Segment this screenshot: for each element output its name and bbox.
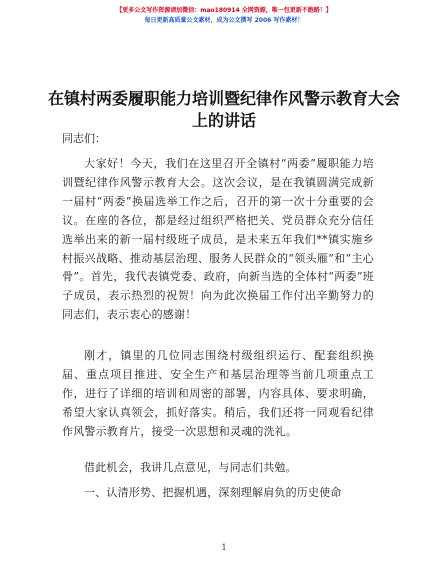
- header-banner: [0, 6, 448, 26]
- document-title: 在镇村两委履职能力培训暨纪律作风警示教育大会上的讲话: [48, 89, 401, 130]
- salutation: 同志们：: [62, 132, 106, 145]
- page-number: 1: [221, 543, 227, 552]
- body-paragraph-1: 大家好！今天，我们在这里召开全镇村“两委”履职能力培训暨纪律作风警示教育大会。这次会议，是在我镇圆满完成新一届村“两委”换届选举工作之后，召开的第一次十分重要的会议。在座的各位，都是经过组织严格把关、党员群众充分信任选举出来的新一届村级班子成员，是未来五年我们**镇实施乡村振兴战略、推动基层治理、服务人民群众的“领头雁”和“主心骨”。首先，我代表镇党委、政府，向新当选的全体村“两委”班子成员，表示热烈的祝贺！向为此次换届工作付出辛勤努力的同志们，表示衷心的感谢！: [62, 157, 374, 322]
- section-heading-1: 一、认清形势、把握机遇，深刻理解肩负的历史使命: [84, 486, 342, 499]
- banner-promo-line: 【更多公文写作资源请加微信：mao180914 全网资源，唯一包更新不跑路！】: [116, 7, 332, 14]
- banner-subtitle-line: 每日更新高质量公文素材，成为公文撰写 2006 写作素材！: [144, 17, 304, 24]
- body-paragraph-3: 借此机会，我讲几点意见，与同志们共勉。: [84, 461, 297, 474]
- body-paragraph-2: 刚才，镇里的几位同志围绕村级组织运行、配套组织换届、重点项目推进、安全生产和基层治理等当前几项重点工作，进行了详细的培训和周密的部署，内容具体、要求明确，希望大家认真领会，抓好落实。稍后，我们还将一同观看纪律作风警示教育片，接受一次思想和灵魂的洗礼。: [62, 349, 374, 438]
